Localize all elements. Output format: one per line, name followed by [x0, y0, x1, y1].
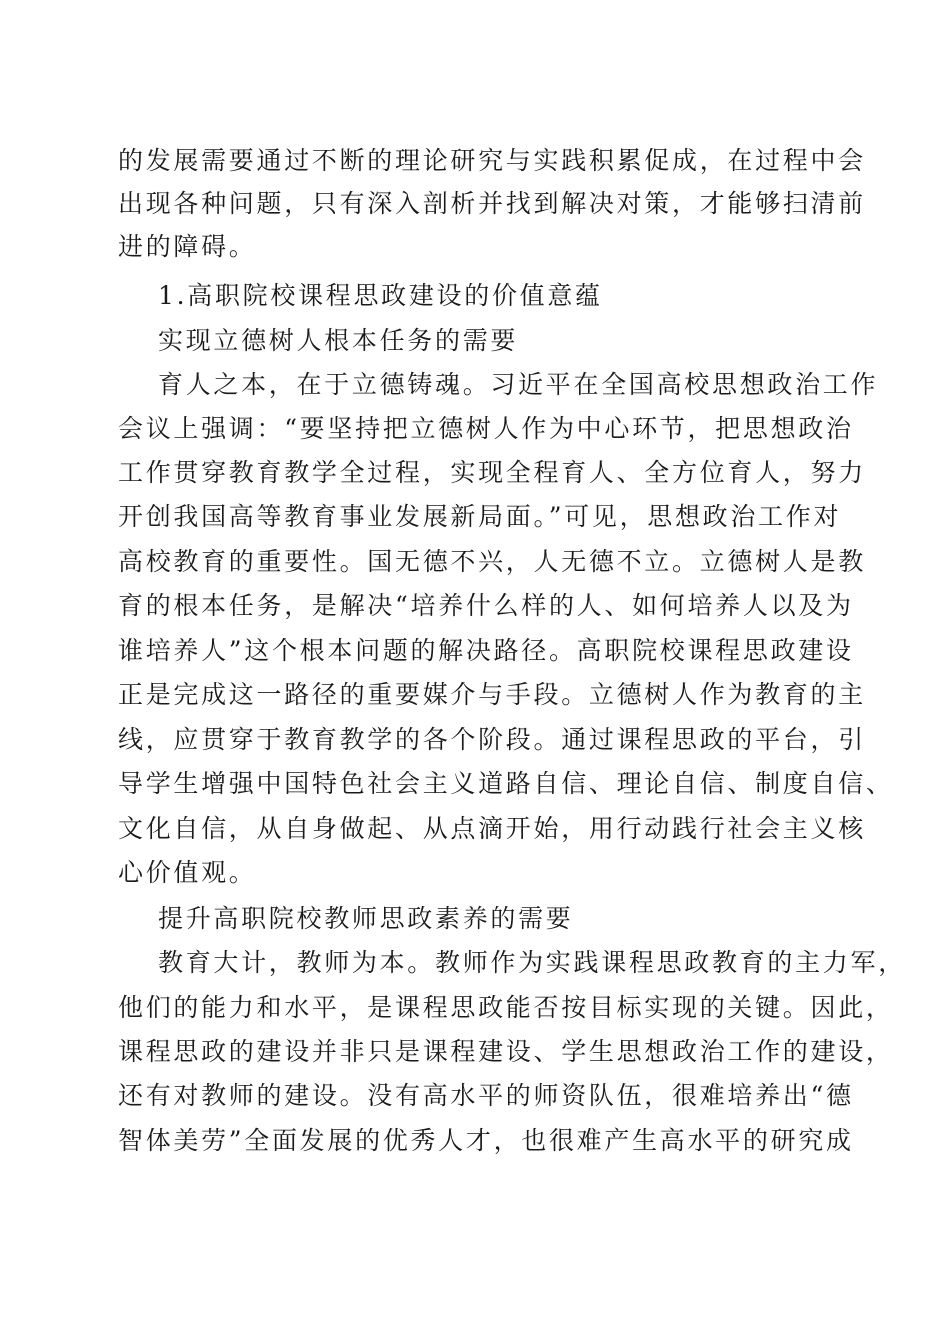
- text-line: 心价值观。: [118, 858, 257, 887]
- subsection-heading: 提升高职院校教师思政素养的需要: [158, 904, 574, 933]
- text-line: 会议上强调：“要坚持把立德树人作为中心环节，把思想政治: [118, 414, 854, 443]
- text-line: 开创我国高等教育事业发展新局面。”可见，思想政治工作对: [118, 502, 842, 531]
- text-line: 进的障碍。: [118, 232, 257, 261]
- text-line: 文化自信，从自身做起、从点滴开始，用行动践行社会主义核: [118, 814, 866, 843]
- text-line: 育的根本任务，是解决“培养什么样的人、如何培养人以及为: [118, 591, 854, 620]
- subsection-heading: 实现立德树人根本任务的需要: [158, 326, 519, 355]
- text-line: 的发展需要通过不断的理论研究与实践积累促成，在过程中会: [118, 146, 866, 175]
- text-line: 工作贯穿教育教学全过程，实现全程育人、全方位育人，努力: [118, 458, 866, 487]
- text-line: 课程思政的建设并非只是课程建设、学生思想政治工作的建设，: [118, 1037, 894, 1066]
- text-line: 谁培养人”这个根本问题的解决路径。高职院校课程思政建设: [118, 636, 854, 665]
- text-line: 还有对教师的建设。没有高水平的师资队伍，很难培养出“德: [118, 1081, 854, 1110]
- text-line: 导学生增强中国特色社会主义道路自信、理论自信、制度自信、: [118, 769, 894, 798]
- text-line: 育人之本，在于立德铸魂。习近平在全国高校思想政治工作: [158, 370, 879, 399]
- text-line: 线，应贯穿于教育教学的各个阶段。通过课程思政的平台，引: [118, 725, 866, 754]
- text-line: 正是完成这一路径的重要媒介与手段。立德树人作为教育的主: [118, 680, 866, 709]
- section-heading: 1.高职院校课程思政建设的价值意蕴: [158, 281, 603, 310]
- text-line: 他们的能力和水平，是课程思政能否按目标实现的关键。因此，: [118, 993, 894, 1022]
- text-line: 教育大计，教师为本。教师作为实践课程思政教育的主力军，: [158, 948, 906, 977]
- text-line: 高校教育的重要性。国无德不兴，人无德不立。立德树人是教: [118, 547, 866, 576]
- text-line: 智体美劳”全面发展的优秀人才，也很难产生高水平的研究成: [118, 1126, 854, 1155]
- text-line: 出现各种问题，只有深入剖析并找到解决对策，才能够扫清前: [118, 189, 866, 218]
